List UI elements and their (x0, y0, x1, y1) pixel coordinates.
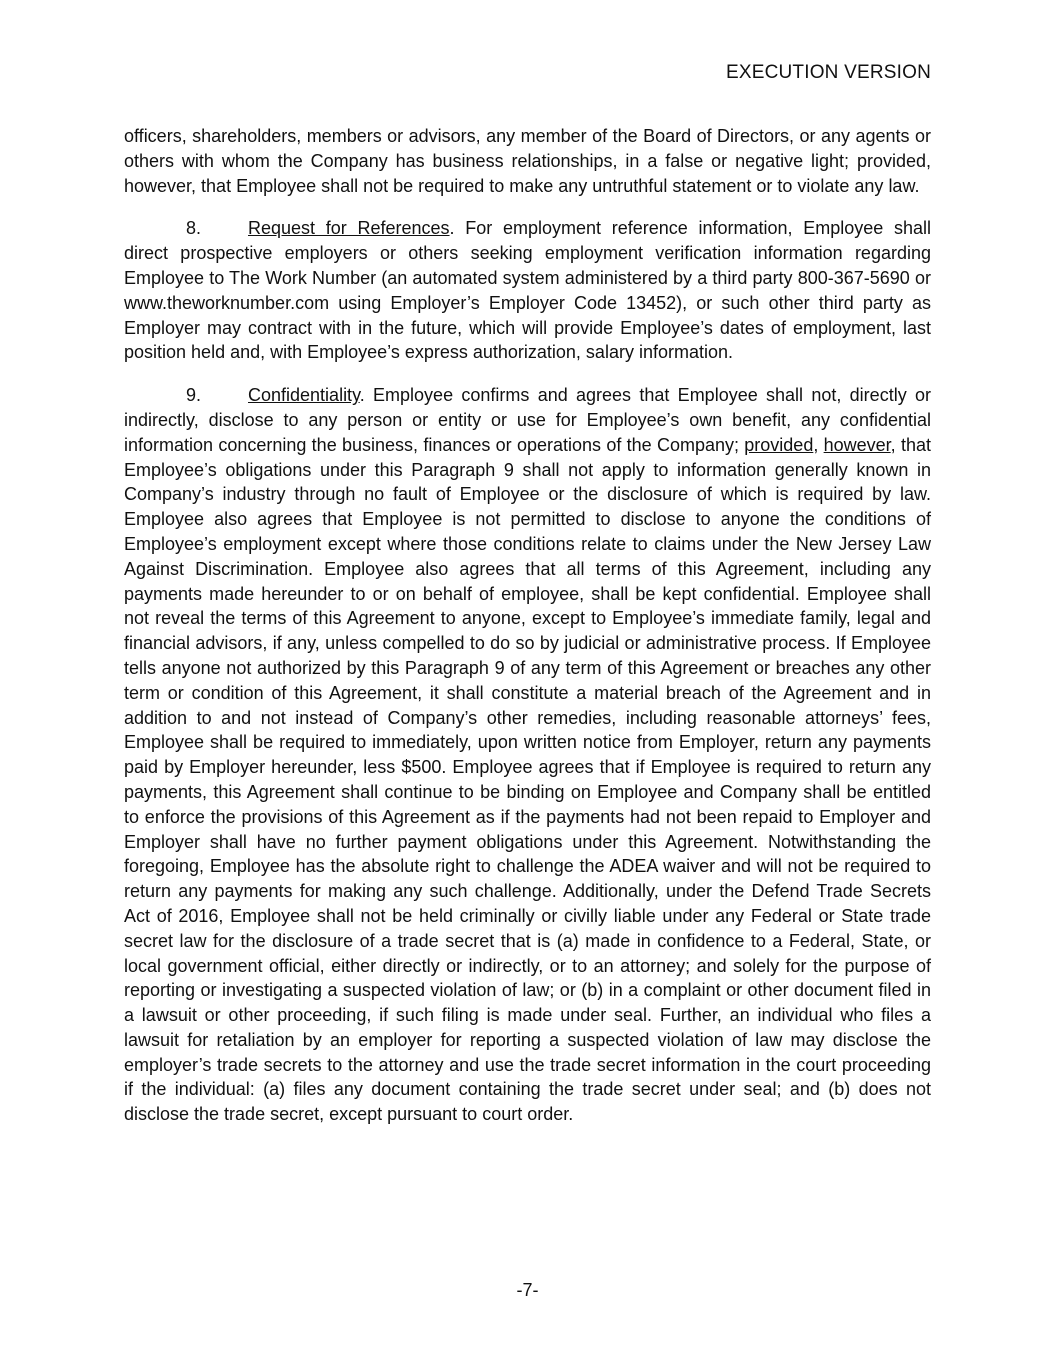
page-number: -7- (516, 1280, 539, 1300)
section-8-number: 8. (186, 218, 202, 239)
section-8-paragraph (124, 216, 931, 365)
section-9-body-a: . Employee confirms and agrees that Employee shall not, directly or indirectly, disclose to any person or entity or use for Employee’s own benefit, any confidential information concerning the business, finances or operations of the Company; (124, 385, 931, 455)
section-9-comma: , (813, 434, 824, 455)
section-8-title: Request for References (248, 218, 450, 239)
section-9-body-b: , that Employee’s obligations under this Paragraph 9 shall not apply to information generally known in Company’s industry through no fault of Employee or the disclosure of which is required by law. Employee also agrees that Employee is not permitted to disclose to anyone the conditions of Employee’s employment except where those conditions relate to claims under the New Jersey Law Against Discrimination. Employee also agrees that all terms of this Agreement, including any payments made hereunder to or on behalf of employee, shall be kept confidential. Employee shall not reveal the terms of this Agreement to anyone, except to Employee’s immediate family, legal and financial advisors, if any, unless compelled to do so by judicial or administrative process. If Employee tells anyone not authorized by this Paragraph 9 of any term of this Agreement or breaches any other term or condition of this Agreement, it shall constitute a material breach of the Agreement and in addition to and not instead of Company’s other remedies, including reasonable attorneys’ fees, Employee shall be required to immediately, upon written notice from Employer, return any payments paid by Employer hereunder, less $500. Employee agrees that if Employee is required to return any payments, this Agreement shall continue to be binding on Employee and Company shall be entitled to enforce the provisions of this Agreement as if the payments had not been repaid to Employer and Employer shall have no further payment obligations under this Agreement. Notwithstanding the foregoing, Employee has the absolute right to challenge the ADEA waiver and will not be required to return any payments for making any such challenge. Additionally, under the Defend Trade Secrets Act of 2016, Employee shall not be held criminally or civilly liable under any Federal or State trade secret law for the disclosure of a trade secret that is (a) made in confidence to a Federal, State, or local government official, either directly or indirectly, or to an attorney; and solely for the purpose of reporting or investigating a suspected violation of law; or (b) in a complaint or other document filed in a lawsuit or other proceeding, if such filing is made under seal. Further, an individual who files a lawsuit for retaliation by an employer for reporting a suspected violation of law may disclose the employer’s trade secrets to the attorney and use the trade secret information in the court proceeding if the individual: (a) files any document containing the trade secret under seal; and (b) does not disclose the trade secret, except pursuant to court order. (124, 434, 931, 1125)
section-8-body: . For employment reference information, Employee shall direct prospective employers or others seeking employment verification information regarding Employee to The Work Number (an automated system administered by a third party 800-367-5690 or www.theworknumber.com using Employer’s Employer Code 13452), or such other third party as Employer may contract with in the future, which will provide Employee’s dates of employment, last position held and, with Employee’s express authorization, salary information. (124, 218, 931, 363)
section-9-title: Confidentiality (248, 385, 360, 406)
provided-term: provided (744, 434, 814, 455)
document-body (124, 124, 931, 1145)
execution-version-header: EXECUTION VERSION (725, 62, 931, 83)
however-term: however (823, 434, 891, 455)
continuation-paragraph: officers, shareholders, members or advisors, any member of the Board of Directors, or any agents or others with whom the Company has business relationships, in a false or negative light; provided, however, that Employee shall not be required to make any untruthful statement or to violate any law. (124, 126, 931, 196)
section-9-paragraph (124, 383, 931, 1127)
section-9-number: 9. (186, 385, 202, 406)
